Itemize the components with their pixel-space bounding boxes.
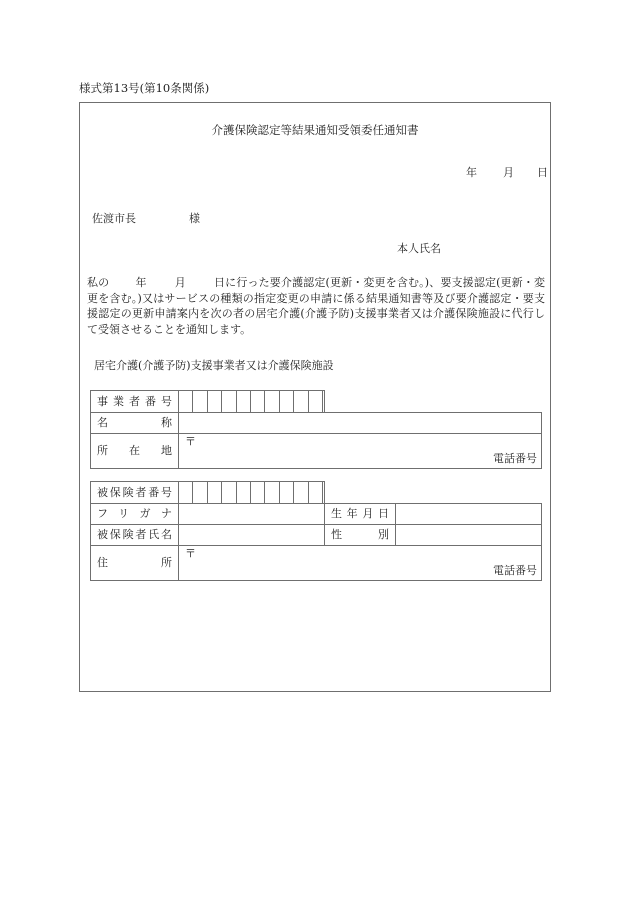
- insured-number-label: 被保険者番号: [91, 482, 179, 504]
- document-title: 介護保険認定等結果通知受領委任通知書: [211, 123, 419, 137]
- insured-postal-mark: 〒: [185, 547, 196, 560]
- date-month-label: 月: [503, 166, 514, 179]
- body-text-rest: 日に行った要介護認定(更新・変更を含む。)、要支援認定(更新・変更を含む。)又はサービスの種類の指定変更の申請に係る結果通知書等及び要介護認定・要支援認定の更新申請案内を次の者の居宅介護(介護予防)支援事業者又は介護保険施設に代行して受領させることを通知します。: [87, 276, 545, 336]
- insured-address-label: 住所: [91, 546, 179, 581]
- insured-number-field[interactable]: [179, 482, 325, 504]
- date-day-label: 日: [537, 166, 548, 179]
- provider-name-field[interactable]: [179, 413, 542, 434]
- provider-section-heading: 居宅介護(介護予防)支援事業者又は介護保険施設: [94, 359, 334, 372]
- birthdate-label: 生年月日: [325, 504, 396, 525]
- insured-table: [90, 481, 542, 581]
- furigana-field[interactable]: [179, 504, 325, 525]
- addressee-name: 佐渡市長: [92, 212, 136, 225]
- insured-address-field[interactable]: [179, 546, 542, 581]
- sex-field[interactable]: [396, 525, 542, 546]
- principal-name-label: 本人氏名: [397, 242, 441, 255]
- body-text-1: 私の: [87, 276, 110, 289]
- sex-label: 性別: [325, 525, 396, 546]
- addressee-honorific: 様: [189, 212, 200, 225]
- birthdate-field[interactable]: [396, 504, 542, 525]
- provider-address-label: 所在地: [91, 434, 179, 469]
- provider-postal-mark: 〒: [185, 435, 196, 448]
- furigana-label: フリガナ: [91, 504, 179, 525]
- provider-table: [90, 390, 542, 469]
- date-year-label: 年: [466, 166, 477, 179]
- provider-name-label: 名称: [91, 413, 179, 434]
- insured-name-label: 被保険者氏名: [91, 525, 179, 546]
- notification-body: [87, 275, 545, 337]
- provider-number-field[interactable]: [179, 391, 325, 413]
- provider-phone-label: 電話番号: [493, 452, 537, 466]
- form-number-label: 様式第13号(第10条関係): [79, 81, 210, 95]
- insured-phone-label: 電話番号: [493, 564, 537, 578]
- provider-number-label: 事業者番号: [91, 391, 179, 413]
- insured-name-field[interactable]: [179, 525, 325, 546]
- body-text-month: 月: [174, 276, 186, 289]
- provider-address-field[interactable]: [179, 434, 542, 469]
- body-text-year: 年: [135, 276, 147, 289]
